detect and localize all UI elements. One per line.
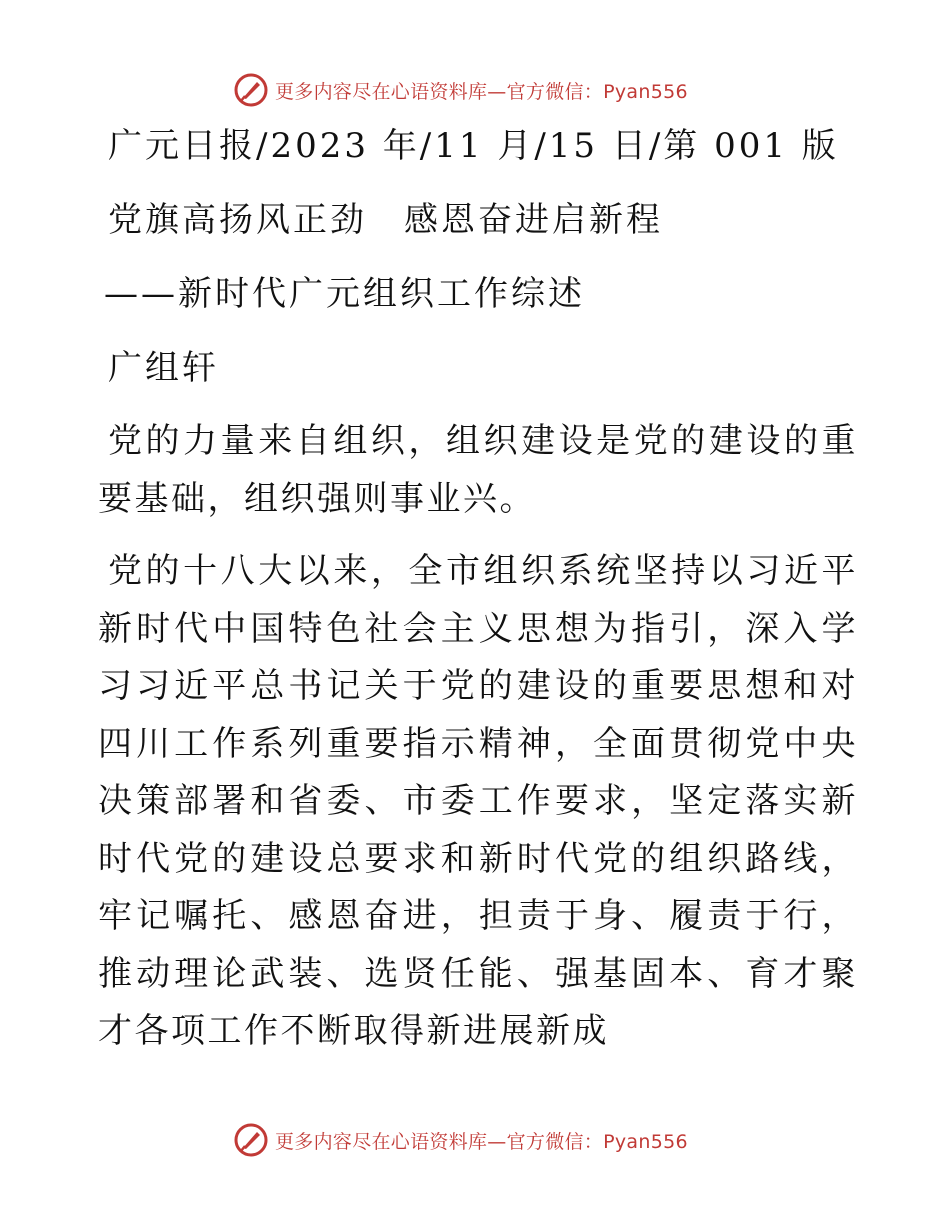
watermark-text: 更多内容尽在心语资料库—官方微信：Pyan556 xyxy=(275,80,688,103)
quill-seal-icon xyxy=(233,1122,269,1158)
paragraph-1: 党的力量来自组织，组织建设是党的建设的重要基础，组织强则事业兴。 xyxy=(98,421,858,519)
headline: 党旗高扬风正劲 感恩奋进启新程 xyxy=(108,200,663,240)
paragraph-2: 党的十八大以来，全市组织系统坚持以习近平新时代中国特色社会主义思想为指引，深入学习习近平总书记关于党的建设的重要思想和对四川工作系列重要指示精神，全面贯彻党中央决策部署和省委、市委工作要求，坚定落实新时代党的建设总要求和新时代党的组织路线，牢记嘱托、感恩奋进，担责于身、履责于行，推动理论武装、选贤任能、强基固本、育才聚才各项工作不断取得新进展新成 xyxy=(98,551,858,1051)
watermark-footer xyxy=(233,1122,688,1158)
quill-seal-icon xyxy=(233,72,269,108)
source-line: 广元日报/2023 年/11 月/15 日/第 001 版 xyxy=(108,126,839,166)
watermark-text: 更多内容尽在心语资料库—官方微信：Pyan556 xyxy=(275,1130,688,1153)
subtitle: ——新时代广元组织工作综述 xyxy=(104,274,585,314)
author: 广组轩 xyxy=(108,348,219,388)
watermark-header xyxy=(233,72,688,108)
